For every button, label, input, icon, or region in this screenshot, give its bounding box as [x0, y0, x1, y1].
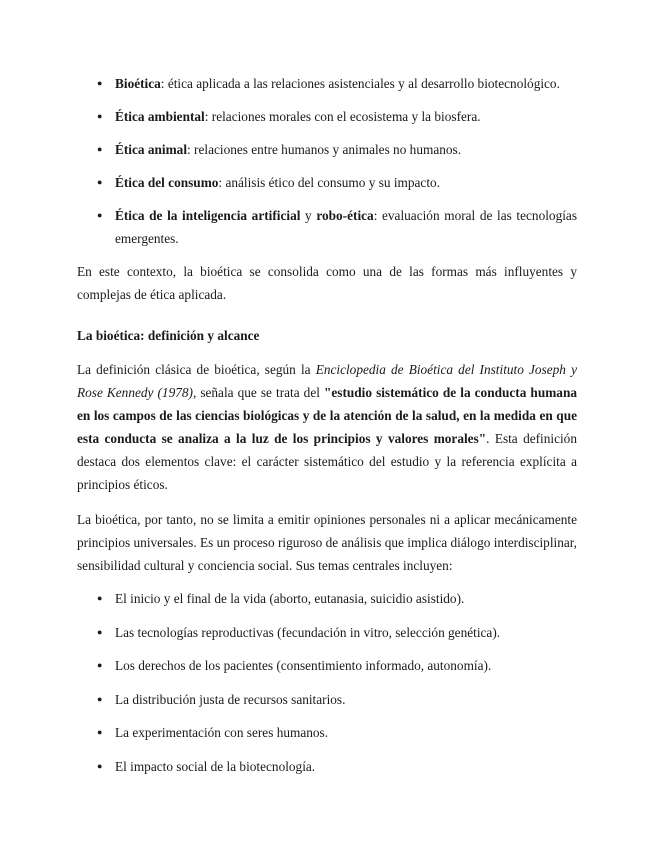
list-item: ● Las tecnologías reproductivas (fecundación in vitro, selección genética).	[77, 621, 577, 644]
list-item-term: Ética ambiental	[115, 109, 205, 124]
list-item	[77, 72, 577, 95]
list-item	[77, 171, 577, 194]
list-item-term: Ética de la inteligencia artificial	[115, 208, 301, 223]
definition-outro: . Esta definición destaca dos elementos clave: el carácter sistemático del estudio y la referencia explícita a principios éticos.	[77, 431, 577, 492]
list-item-text: : evaluación moral de las tecnologías emergentes.	[115, 208, 577, 246]
list-item-connector: y	[300, 208, 317, 223]
topics-list	[77, 587, 577, 778]
list-item: ● La experimentación con seres humanos.	[77, 721, 577, 744]
definition-mid: , señala que se trata del	[192, 385, 324, 400]
list-item: ● El inicio y el final de la vida (aborto, eutanasia, suicidio asistido).	[77, 587, 577, 610]
list-item	[77, 105, 577, 128]
list-item	[77, 204, 577, 250]
bioethics-paragraph: La bioética, por tanto, no se limita a emitir opiniones personales ni a aplicar mecánicamente principios universales. Es un proceso riguroso de análisis que implica diálogo interdisciplinar, sensibilidad cultural y conciencia social. Sus temas centrales incluyen:	[77, 512, 577, 573]
document-content	[77, 72, 577, 788]
list-item-text: : análisis ético del consumo y su impacto.	[218, 175, 440, 190]
definition-intro: La definición clásica de bioética, según la	[77, 362, 316, 377]
list-item-term: Ética del consumo	[115, 175, 219, 190]
list-item: ● El impacto social de la biotecnología.	[77, 755, 577, 778]
list-item-text: : ética aplicada a las relaciones asistenciales y al desarrollo biotecnológico.	[160, 76, 560, 91]
list-item	[77, 138, 577, 161]
list-item-term-2: robo-ética	[316, 208, 374, 223]
list-item-term: Bioética	[115, 76, 161, 91]
ethics-types-list	[77, 72, 577, 250]
list-item: ● La distribución justa de recursos sanitarios.	[77, 688, 577, 711]
list-item-term: Ética animal	[115, 142, 188, 157]
definition-quote: "estudio sistemático de la conducta humana en los campos de las ciencias biológicas y de la atención de la salud, en la medida en que esta conducta se analiza a la luz de los principios y valores morales"	[77, 385, 577, 446]
section-heading: La bioética: definición y alcance	[77, 328, 260, 343]
definition-source: Enciclopedia de Bioética del Instituto Joseph y Rose Kennedy (1978)	[77, 362, 578, 400]
list-item: ● Los derechos de los pacientes (consentimiento informado, autonomía).	[77, 654, 577, 677]
definition-paragraph	[77, 358, 577, 496]
context-paragraph: En este contexto, la bioética se consolida como una de las formas más influyentes y complejas de ética aplicada.	[77, 264, 577, 302]
list-item-text: : relaciones morales con el ecosistema y la biosfera.	[204, 109, 481, 124]
list-item-text: : relaciones entre humanos y animales no humanos.	[187, 142, 462, 157]
